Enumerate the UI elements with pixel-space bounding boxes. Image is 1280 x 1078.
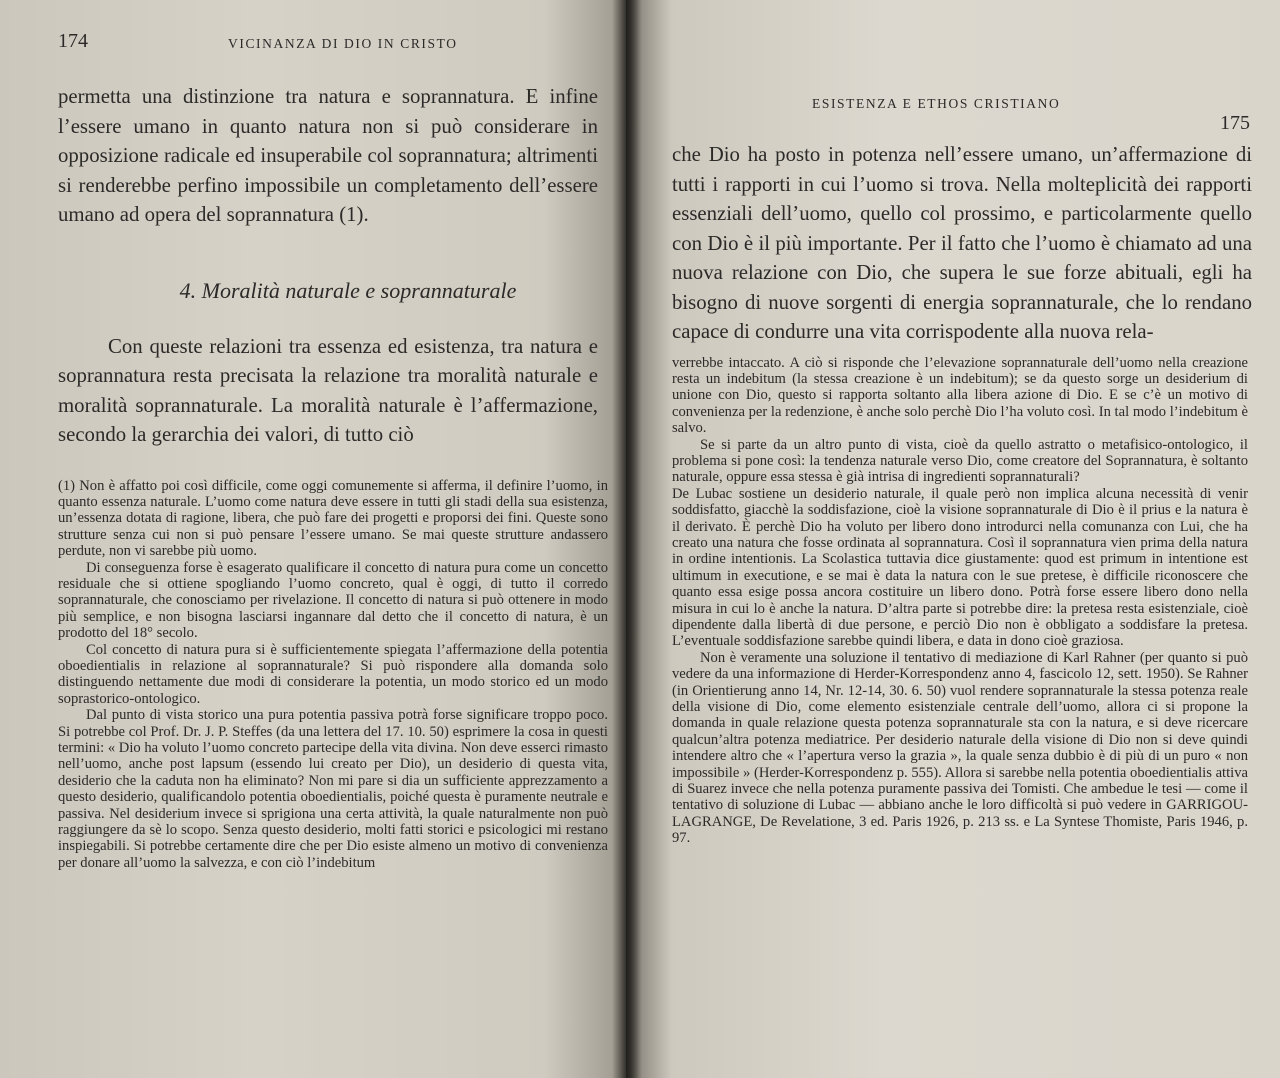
- footnote-paragraph: verrebbe intaccato. A ciò si risponde che l’elevazione soprannaturale dell’uomo nella creazione resta un indebitum (la stessa creazione è un indebitum); se da questo sorge un desiderium di unione con Dio, questo si rapporta soltanto alla libera azione di Dio. E se c’è un motivo di convenienza per la redenzione, è anche solo perchè Dio l’ha voluto così. In tal modo l’indebitum è salvo.: [672, 354, 1248, 437]
- footnote-paragraph: Col concetto di natura pura si è sufficientemente spiegata l’affermazione della potentia oboedientialis in relazione al soprannaturale? Si può rispondere alla domanda solo distinguendo nettamente due modi di considerare la potentia, un modo storico ed un modo soprastorico-ontologico.: [58, 641, 608, 707]
- footnote-paragraph: Non è veramente una soluzione il tentativo di mediazione di Karl Rahner (per quanto si può vedere da una informazione di Herder-Korrespondenz anno 4, fascicolo 12, sett. 1950). Se Rahner (in Orientierung anno 14, Nr. 12-14, 30. 6. 50) vuol rendere soprannaturale la stessa potenza reale della visione di Dio, come elemento esistenziale centrale dell’uomo, allora ci si propone la domanda in quale relazione questa potenza soprannaturale sta con la natura, e si deve ricercare qualcun’altra potenza mediatrice. Per desiderio naturale della visione di Dio non si deve quindi intendere altro che « l’apertura verso la grazia », la quale senza dubbio è di più di un puro « non impossibile » (Herder-Korrespondenz p. 555). Allora si sarebbe nella potentia oboedientialis attiva di Suarez invece che nella potenza puramente passiva dei Tomisti. Che ambedue le tesi — come il tentativo di soluzione di Lubac — abbiano anche le loro difficoltà si può vedere in GARRIGOU-LAGRANGE, De Revelatione, 3 ed. Paris 1926, p. 213 ss. e La Syntese Thomiste, Paris 1946, p. 97.: [672, 649, 1248, 847]
- footnote-paragraph: (1) Non è affatto poi così difficile, come oggi comunemente si afferma, il definire l’uomo, in quanto essenza naturale. L’uomo come natura deve essere in tutti gli stadi della sua esistenza, un’essenza dotata di ragione, libera, che può fare dei progetti e proporsi dei fini. Queste sono strutture senza cui non si può pensare l’essere umano. Se mai queste strutture andassero perdute, non vi sarebbe più uomo.: [58, 477, 608, 560]
- right-body: che Dio ha posto in potenza nell’essere umano, un’affermazione di tutti i rapporti in cui l’uomo si trova. Nella molteplicità dei rapporti essenziali dell’uomo, quello col prossimo, e particolarmente quello con Dio è il più importante. Per il fatto che l’uomo è chiamato ad una nuova relazione con Dio, che supera le sue forze abituali, egli ha bisogno di nuove sorgenti di energia soprannaturale, che lo rendano capace di condurre una vita corrispodente alla nuova rela-: [672, 143, 1252, 343]
- right-page-number: 175: [1220, 112, 1250, 134]
- right-page: [626, 0, 1280, 1078]
- footnote-paragraph: Di conseguenza forse è esagerato qualificare il concetto di natura pura come un concetto residuale che si ottiene spogliando l’uomo concreto, qual è oggi, di tutto il corredo soprannaturale, che conosciamo per rivelazione. Il concetto di natura si può ottenere in modo più semplice, e non bisogna lasciarsi ingannare dal detto che il concetto di natura, è un prodotto del 18° secolo.: [58, 559, 608, 642]
- left-running-head: [58, 30, 602, 70]
- footnote-paragraph: Dal punto di vista storico una pura potentia passiva potrà forse significare troppo poco. Si potrebbe col Prof. Dr. J. P. Steffes (da una lettera del 17. 10. 50) esprimere la cosa in questi termini: « Dio ha voluto l’uomo concreto partecipe della vita divina. Non deve esserci rimasto nell’uomo, anche post lapsum (essendo lui creato per Dio), un desiderio di questa vita, desiderio che la caduta non ha eliminato? Non mi pare si dia un sufficiente apprezzamento a questo desiderio, qualificandolo potentia oboedientialis, poiché questa è puramente neutrale e passiva. Nel desiderium invece si sprigiona una certa attività, la quale naturalmente non può raggiungere da sè lo scopo. Senza questo desiderio, molti fatti storici e psicologici mi restano inspiegabili. Si potrebbe certamente dire che per Dio esiste almeno un motivo di convenienza per donare all’uomo la salvezza, e con ciò l’indebitum: [58, 707, 608, 871]
- book-gutter: [612, 0, 642, 1078]
- left-footnotes: [58, 478, 608, 872]
- left-section-body: Con queste relazioni tra essenza ed esistenza, tra natura e soprannatura resta precisata la relazione tra moralità naturale e moralità soprannaturale. La moralità naturale è l’affermazione, secondo la gerarchia dei valori, di tutto ciò: [58, 334, 598, 446]
- footnote-paragraph: De Lubac sostiene un desiderio naturale, il quale però non implica alcuna necessità di venir soddisfatto, giacchè la soddisfazione, cioè la visione soprannaturale di Dio è il prius e la natura è il derivato. È perchè Dio ha voluto per libero dono introdurci nella comunanza con Lui, che ha creato una natura che fosse ordinata al soprannatura. Così il soprannatura vien prima della natura in ordine intentionis. La Scolastica tuttavia dice giustamente: quod est primum in intentione est ultimum in executione, e se mai è data la natura con le sue pretese, è difficile riconoscere che quanto essa esige possa ancora costituire un libero dono. Potrà forse essere libero dono nella misura in cui lo è anche la natura. D’altra parte si potrebbe dire: la pretesa resta esistenziale, cioè dipendente dalla libertà di due persone, e perciò Dio non è obbligato a soddisfare la pretesa. L’eventuale soddisfazione sarebbe quindi libera, e data in dono cioè graziosa.: [672, 485, 1248, 650]
- left-page-number: 174: [58, 30, 88, 52]
- section-heading: 4. Moralità naturale e soprannaturale: [179, 277, 517, 303]
- left-running-title: VICINANZA DI DIO IN CRISTO: [228, 36, 458, 51]
- left-body-continuation: permetta una distinzione tra natura e soprannatura. E infine l’essere umano in quanto natura non si può considerare in opposizione radicale ed insuperabile col soprannatura; altrimenti si renderebbe perfino impossibile un completamento dell’essere umano ad opera del soprannatura (1).: [58, 85, 598, 226]
- right-running-title: ESISTENZA E ETHOS CRISTIANO: [812, 96, 1061, 111]
- footnote-paragraph: Se si parte da un altro punto di vista, cioè da quello astratto o metafisico-ontologico, il problema si pone così: la tendenza naturale verso Dio, come creatore del Soprannatura, è soltanto naturale, oppure essa stessa è già intrisa di ingredienti soprannaturali?: [672, 436, 1248, 486]
- right-footnotes: [672, 355, 1248, 847]
- right-running-head: [672, 30, 1260, 134]
